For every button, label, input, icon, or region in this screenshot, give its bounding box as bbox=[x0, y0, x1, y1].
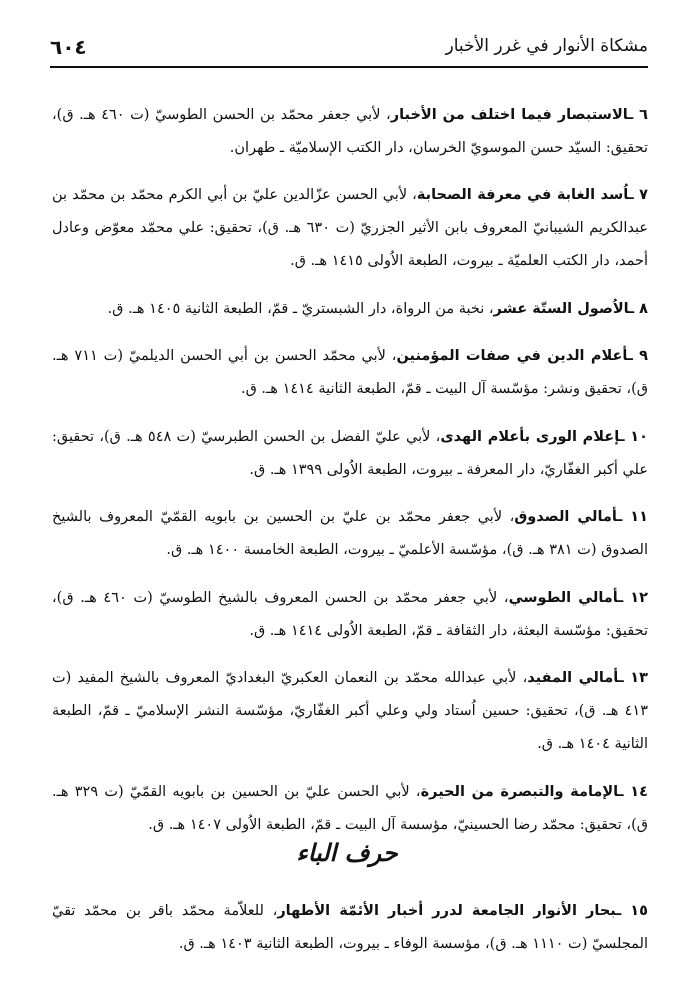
bibliography-list bbox=[52, 84, 648, 849]
bibliography-entry bbox=[52, 421, 648, 487]
bibliography-entry bbox=[52, 776, 648, 842]
entry-number: ٩ ـ bbox=[627, 348, 648, 364]
running-title: مشكاة الأنوار في غرر الأخبار bbox=[445, 36, 648, 56]
bibliography-entry bbox=[52, 501, 648, 567]
entry-text: ، لأبي جعفر محمّد بن عليّ بن الحسين بن بابويه القمّيّ المعروف بالشيخ الصدوق (ت ٣٨١ هـ. ق)، مؤسّسة الأعلميّ ـ بيروت، الطبعة الخامسة ١٤٠٠ هـ. ق. bbox=[52, 509, 648, 558]
entry-number: ١٢ ـ bbox=[618, 589, 648, 606]
entry-title: أمالي الطوسي bbox=[508, 589, 619, 606]
bibliography-entry bbox=[52, 179, 648, 278]
entry-number: ٨ ـ bbox=[629, 300, 648, 317]
bibliography-entry bbox=[52, 99, 648, 165]
entry-title: إعلام الورى بأعلام الهدى bbox=[440, 428, 620, 445]
page-header bbox=[50, 32, 648, 68]
entry-number: ١٤ ـ bbox=[618, 783, 648, 800]
entry-number: ١١ ـ bbox=[617, 509, 648, 525]
entry-text: ، للعلاّمة محمّد باقر بن محمّد تقيّ المجلسيّ (ت ١١١٠ هـ. ق)، مؤسسة الوفاء ـ بيروت، الطبعة الثانية ١٤٠٣ هـ. ق. bbox=[52, 902, 648, 952]
page-number: ٦٠٤ bbox=[50, 35, 87, 59]
entry-text: ، نخبة من الرواة، دار الشبستريّ ـ قمّ، الطبعة الثانية ١٤٠٥ هـ. ق. bbox=[107, 300, 494, 317]
entry-text: ، لأبي الحسن عزّالدين عليّ بن أبي الكرم محمّد بن محمّد بن عبدالكريم الشيبانيّ المعروف بابن الأثير الجزريّ (ت ٦٣٠ هـ. ق)، تحقيق: علي محمّد معوّض وعادل أحمد، دار الكتب العلميّة ـ بيروت، الطبعة الاُولى ١٤١٥ هـ. ق. bbox=[52, 187, 648, 269]
bibliography-entry bbox=[52, 340, 648, 406]
entry-number: ١٠ ـ bbox=[619, 428, 648, 445]
entry-text: ، لأبي محمّد الحسن بن أبي الحسن الديلميّ (ت ٧١١ هـ. ق)، تحقيق ونشر: مؤسّسة آل البيت ـ قمّ، الطبعة الثانية ١٤١٤ هـ. ق. bbox=[52, 348, 648, 397]
entry-text: ، لأبي جعفر محمّد بن الحسن الطوسيّ (ت ٤٦٠ هـ. ق)، تحقيق: السيّد حسن الموسويّ الخرسان، دار الكتب الإسلاميّة ـ طهران. bbox=[52, 106, 648, 156]
entry-title: أمالي الصدوق bbox=[514, 509, 618, 525]
entry-title: أعلام الدين في صفات المؤمنين bbox=[396, 348, 628, 364]
entry-text: ، لأبي عبدالله محمّد بن النعمان العكبريّ البغداديّ المعروف بالشيخ المفيد (ت ٤١٣ هـ. ق)، تحقيق: حسين اُستاد ولي وعلي أكبر الغفّاريّ، مؤسّسة النشر الإسلاميّ ـ قمّ، الطبعة الثانية ١٤٠٤ هـ. ق. bbox=[52, 670, 648, 752]
entry-title: الاستبصار فيما اختلف من الأخبار bbox=[390, 106, 629, 123]
bibliography-entry bbox=[52, 293, 648, 326]
bibliography-entry bbox=[52, 895, 648, 961]
entry-title: اُسد الغابة في معرفة الصحابة bbox=[416, 187, 629, 203]
entry-text: ، لأبي جعفر محمّد بن الحسن المعروف بالشيخ الطوسيّ (ت ٤٦٠ هـ. ق)، تحقيق: مؤسّسة البعثة، دار الثقافة ـ قمّ، الطبعة الاُولى ١٤١٤ هـ. ق. bbox=[52, 589, 648, 639]
entry-title: بحار الأنوار الجامعة لدرر أخبار الأئمّة الأطهار bbox=[277, 902, 617, 919]
entry-title: الاُصول الستّة عشر bbox=[493, 300, 630, 317]
bibliography-list-b bbox=[52, 880, 648, 968]
entry-title: أمالي المفيد bbox=[527, 670, 619, 686]
entry-number: ٦ ـ bbox=[628, 106, 648, 123]
bibliography-entry bbox=[52, 582, 648, 648]
entry-text: ، لأبي عليّ الفضل بن الحسن الطبرسيّ (ت ٥٤٨ هـ. ق)، تحقيق: علي أكبر الغفّاريّ، دار المعرفة ـ بيروت، الطبعة الاُولى ١٣٩٩ هـ. ق. bbox=[52, 428, 648, 478]
entry-number: ١٥ ـ bbox=[616, 902, 648, 919]
section-heading: حرف الباء bbox=[296, 838, 398, 867]
entry-number: ١٣ ـ bbox=[618, 670, 648, 686]
entry-number: ٧ ـ bbox=[628, 187, 648, 203]
bibliography-entry bbox=[52, 662, 648, 761]
entry-title: الإمامة والتبصرة من الحيرة bbox=[420, 783, 619, 800]
entry-text: ، لأبي الحسن عليّ بن الحسين بن بابويه القمّيّ (ت ٣٢٩ هـ. ق)، تحقيق: محمّد رضا الحسينيّ، مؤسسة آل البيت ـ قمّ، الطبعة الاُولى ١٤٠٧ هـ. ق. bbox=[52, 783, 648, 833]
